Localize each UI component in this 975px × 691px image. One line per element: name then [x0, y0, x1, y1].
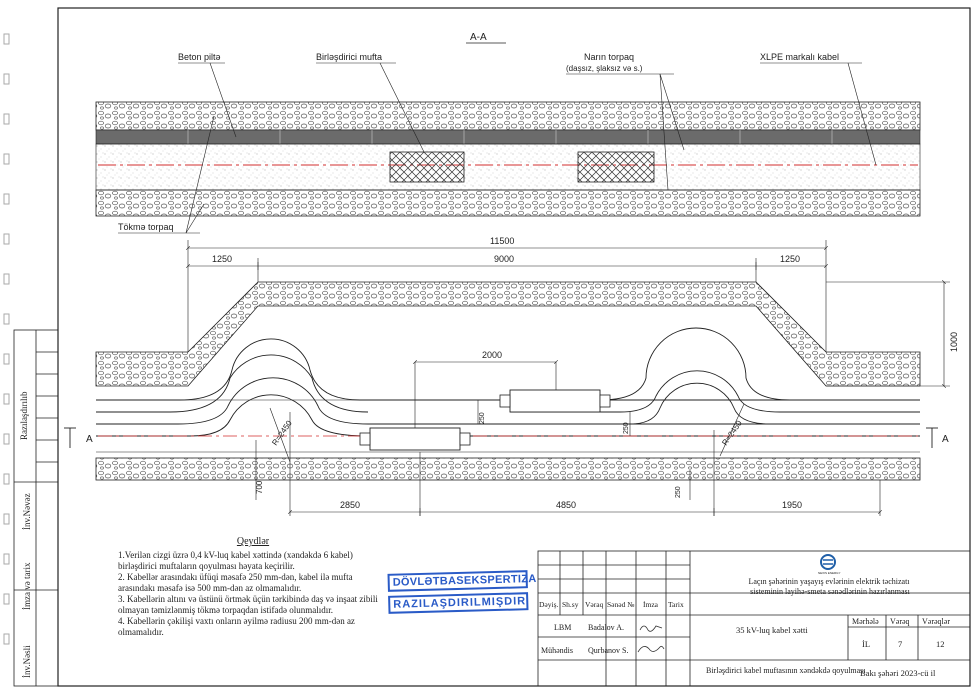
notes-block — [118, 536, 388, 638]
tb-project-continued: sisteminin layihə-smeta sənədlərinin hazırlanması — [750, 587, 910, 596]
tb-drawing: 35 kV-luq kabel xətti — [736, 625, 808, 635]
signature-badalov — [640, 626, 662, 631]
tb-sheet: 7 — [898, 639, 903, 649]
inv-navoz-label: İnv.Nəvəz — [22, 493, 32, 530]
label-tokme-torpaq: Tökmə torpaq — [118, 222, 174, 232]
section-marker-left-label: A — [86, 434, 93, 445]
tb-sheets-label: Vərəqlər — [922, 617, 950, 626]
dim-radius-left: R=2450 — [270, 418, 294, 448]
section-marker-left — [64, 428, 76, 448]
stamp-line-2: RAZILAŞDIRILMIŞDIR — [388, 592, 528, 614]
profile-coupling-1 — [510, 390, 600, 412]
dim-right-slope: 1250 — [780, 254, 801, 264]
tb-sheet-title: Birləşdirici kabel muftasının xəndəkdə qoyulması — [706, 666, 866, 675]
note-item: 4. Kabellərin çəkilişi vaxtı onların əyilmə radiusu 200 mm-dən az olmamalıdır. — [118, 616, 355, 637]
tb-role-muhendis: Mühəndis — [541, 646, 573, 655]
dim-depth: 700 — [255, 480, 264, 494]
label-narin-torpaq-sub: (daşsız, şlaksız və s.) — [566, 64, 643, 73]
concrete-slab — [96, 130, 920, 144]
coupling-right — [578, 152, 654, 182]
tb-city-year: Bakı şəhəri 2023-cü il — [860, 668, 936, 678]
dim-bottom-left: 2850 — [340, 500, 361, 510]
dim-bottom-mid: 4850 — [556, 500, 577, 510]
tb-project-line — [748, 577, 911, 596]
note-item: 2. Kabellər arasındakı üfüqi məsafə 250 mm-dən, kabel ilə mufta arasındakı məsafə isə 500 mm-dən az olmamalıdır. — [118, 572, 353, 593]
dim-radius-right: R=2450 — [720, 418, 744, 448]
side-strip — [14, 330, 58, 686]
approval-stamp — [388, 570, 537, 614]
fine-soil-layer — [96, 144, 920, 190]
note-item: 3. Kabellərin altını və üstünü örtmək üçün tərkibində daş və inşaat zibili olmayan təmizlənmiş tökmə torpaqdan istifadə olunmalıdır. — [118, 594, 378, 615]
tb-h-imza: İmza — [643, 600, 658, 609]
label-mufta: Birləşdirici mufta — [316, 52, 383, 62]
label-narin-torpaq: Narın torpaq — [584, 52, 635, 62]
tb-sheets: 12 — [936, 639, 945, 649]
stamp-line-1: DÖVLƏTBASEKSPERTIZA — [388, 570, 528, 592]
dim-middle: 9000 — [494, 254, 515, 264]
label-xlpe-kabel: XLPE markalı kabel — [760, 52, 840, 62]
dim-offset-b: 250 — [623, 422, 630, 434]
profile-view — [96, 282, 920, 480]
signature-qurbanov — [638, 646, 664, 652]
tb-h-tarix: Tarix — [668, 600, 684, 609]
logo-caption: NEXIS ENERGY — [818, 571, 841, 575]
tb-h-deyis: Dəyiş. — [539, 600, 559, 609]
dim-offset-a: 250 — [479, 412, 486, 424]
tb-stage: İL — [862, 639, 871, 649]
dim-bottom-right: 1950 — [782, 500, 803, 510]
section-marker-right — [926, 428, 938, 448]
plan-view — [96, 102, 920, 216]
company-logo — [821, 555, 835, 569]
tb-project: Laçın şəhərinin yaşayış evlərinin elektrik təchizatı — [748, 577, 910, 586]
section-title: A-A — [470, 32, 487, 43]
tb-h-sened: Sənəd № — [607, 600, 635, 609]
tb-name-badalov: Badalov A. — [588, 623, 624, 632]
tb-role-lbm: LBM — [554, 623, 572, 632]
notes-title: Qeydlər — [236, 536, 270, 547]
tb-stage-label: Mərhələ — [852, 617, 879, 626]
dim-left-slope: 1250 — [212, 254, 233, 264]
imza-tarix-label: İmza və tarix — [22, 562, 32, 610]
note-item: 1.Verilən cizgi üzrə 0,4 kV-luq kabel xəttində (xəndəkdə 6 kabel) birləşdirici muftaların qoyulması həyata keçirilir. — [118, 550, 353, 571]
tb-sheet-label: Vərəq — [890, 617, 910, 626]
inv-nosli-label: İnv.Nəsli — [22, 645, 32, 678]
dim-total: 11500 — [490, 236, 515, 246]
coupling-left — [390, 152, 464, 182]
label-beton-plite: Beton piltə — [178, 52, 221, 62]
dim-muft-len: 2000 — [482, 350, 503, 360]
section-marker-right-label: A — [942, 434, 949, 445]
razilasdirilib-label: Razılaşdırılıb — [19, 391, 29, 440]
tb-h-shsy: Sh.sy — [562, 600, 579, 609]
dim-offset-c: 250 — [675, 486, 682, 498]
tb-name-qurbanov: Qurbanov S. — [588, 646, 629, 655]
profile-coupling-2 — [370, 428, 460, 450]
tb-h-veraq: Vəraq — [585, 600, 604, 609]
binder-holes — [4, 34, 9, 644]
dim-height: 1000 — [949, 331, 959, 352]
